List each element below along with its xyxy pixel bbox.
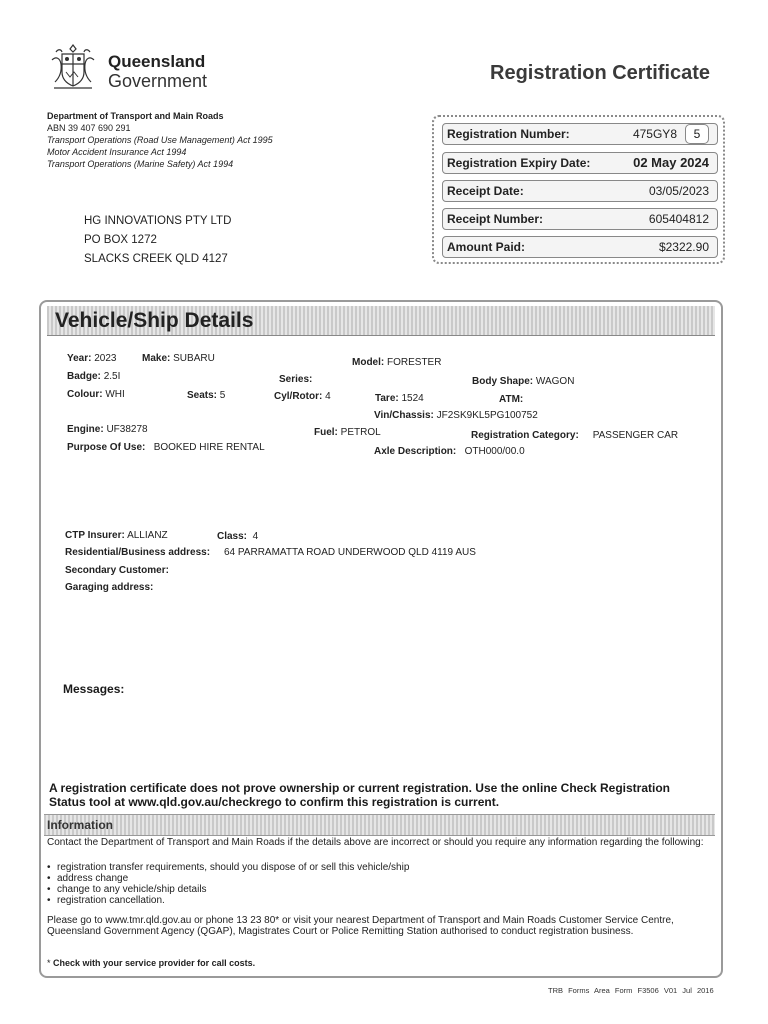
class-label: Class:: [217, 531, 248, 542]
axle-description-value: OTH000/00.0: [464, 446, 525, 457]
year-field: [67, 353, 117, 364]
footnote-text: Check with your service provider for call costs.: [53, 958, 256, 968]
amount-paid-label: Amount Paid:: [447, 240, 525, 254]
colour-value: WHI: [105, 389, 125, 400]
cyl-rotor-value: 4: [325, 391, 331, 402]
contact-information: Please go to www.tmr.qld.gov.au or phone 13 23 80* or visit your nearest Department of Transport and Main Roads Customer Service Centre, Queensland Government Agency (QGAP), Magistrates Court or Police Remitting Station authorised to conduct registration business.: [47, 915, 674, 937]
residential-address-value: 64 PARRAMATTA ROAD UNDERWOOD QLD 4119 AUS: [223, 547, 476, 558]
address-line: HG INNOVATIONS PTY LTD: [84, 215, 232, 227]
document-title: Registration Certificate: [490, 62, 711, 84]
body-shape-value: WAGON: [535, 376, 575, 387]
purpose-of-use-value: BOOKED HIRE RENTAL: [153, 442, 265, 453]
registration-number-label: Registration Number:: [447, 127, 570, 141]
registration-summary-box: [432, 115, 725, 264]
ctp-insurer-field: [65, 530, 168, 541]
make-field: [142, 353, 215, 364]
vehicle-details-title: Vehicle/Ship Details: [55, 309, 254, 332]
department-abn: ABN 39 407 690 291: [47, 123, 131, 133]
cyl-rotor-label: Cyl/Rotor:: [274, 391, 323, 402]
footnote-star: *: [47, 958, 51, 968]
act-line: Motor Accident Insurance Act 1994: [47, 147, 187, 157]
information-intro: Contact the Department of Transport and Main Roads if the details above are incorrect or should you require any information regarding the following:: [47, 837, 704, 848]
badge-value: 2.5I: [103, 371, 121, 382]
expiry-date-row: [442, 152, 718, 174]
list-item: • address change: [47, 873, 409, 884]
tare-label: Tare:: [375, 393, 399, 404]
model-value: FORESTER: [387, 357, 442, 368]
body-shape-label: Body Shape:: [472, 376, 534, 387]
year-label: Year:: [67, 353, 92, 364]
colour-field: [67, 389, 125, 400]
expiry-date-value: 02 May 2024: [633, 155, 709, 170]
receipt-number-row: [442, 208, 718, 230]
receipt-number-value: 605404812: [648, 212, 709, 226]
vin-label: Vin/Chassis:: [374, 410, 434, 421]
axle-description-label: Axle Description:: [374, 446, 457, 457]
seats-value: 5: [219, 390, 226, 401]
form-reference: TRB Forms Area Form F3506 V01 Jul 2016: [548, 986, 714, 995]
fuel-field: [314, 427, 381, 438]
receipt-number-label: Receipt Number:: [447, 212, 544, 226]
ctp-insurer-label: CTP Insurer:: [65, 530, 125, 541]
registration-category-value: PASSENGER CAR: [592, 430, 679, 441]
vehicle-details-header: [47, 306, 715, 336]
act-line: Transport Operations (Marine Safety) Act 1994: [47, 159, 234, 169]
registration-number-row: [442, 123, 718, 145]
purpose-of-use-field: [67, 442, 265, 453]
make-label: Make:: [142, 353, 171, 364]
ctp-insurer-value: ALLIANZ: [127, 530, 168, 541]
receipt-date-row: [442, 180, 718, 202]
atm-label: ATM:: [499, 394, 524, 405]
atm-field: [499, 394, 523, 405]
expiry-date-label: Registration Expiry Date:: [447, 156, 591, 170]
call-cost-footnote: [47, 958, 255, 968]
fuel-label: Fuel:: [314, 427, 338, 438]
registration-number-value: 475GY8: [632, 127, 677, 141]
department-block: [47, 110, 273, 170]
engine-field: [67, 424, 148, 435]
address-line: PO BOX 1272: [84, 234, 157, 246]
model-field: [352, 357, 441, 368]
vin-field: [374, 410, 538, 421]
engine-label: Engine:: [67, 424, 104, 435]
seats-label: Seats:: [187, 390, 218, 401]
tare-value: 1524: [401, 393, 424, 404]
model-label: Model:: [352, 357, 385, 368]
engine-value: UF38278: [106, 424, 148, 435]
seats-field: [187, 390, 225, 401]
garaging-address-field: [65, 582, 153, 593]
class-value: 4: [252, 531, 259, 542]
residential-address-label: Residential/Business address:: [65, 547, 211, 558]
registration-category-label: Registration Category:: [471, 430, 579, 441]
amount-paid-row: [442, 236, 718, 258]
government-name-line1: Queensland: [108, 52, 206, 71]
year-value: 2023: [94, 353, 117, 364]
fuel-value: PETROL: [340, 427, 381, 438]
badge-label: Badge:: [67, 371, 101, 382]
registration-category-field: [471, 430, 678, 441]
secondary-customer-label: Secondary Customer:: [65, 565, 169, 576]
information-list: [47, 862, 409, 906]
address-line: SLACKS CREEK QLD 4127: [84, 253, 228, 265]
series-label: Series:: [279, 374, 313, 385]
secondary-customer-field: [65, 565, 169, 576]
messages-label: Messages:: [63, 682, 125, 696]
vin-value: JF2SK9KL5PG100752: [436, 410, 538, 421]
act-line: Transport Operations (Road Use Management) Act 1995: [47, 135, 273, 145]
list-item: • registration cancellation.: [47, 895, 409, 906]
recipient-address: [84, 212, 231, 269]
residential-address-field: [65, 547, 476, 558]
axle-description-field: [374, 446, 525, 457]
information-header: [44, 814, 715, 836]
colour-label: Colour:: [67, 389, 103, 400]
receipt-date-label: Receipt Date:: [447, 184, 524, 198]
body-shape-field: [472, 376, 574, 387]
tare-field: [375, 393, 424, 404]
make-value: SUBARU: [173, 353, 215, 364]
badge-field: [67, 371, 120, 382]
information-title: Information: [47, 818, 113, 832]
registration-number-suffix: 5: [685, 124, 709, 144]
receipt-date-value: 03/05/2023: [648, 184, 709, 198]
list-item: • change to any vehicle/ship details: [47, 884, 409, 895]
list-item: • registration transfer requirements, should you dispose of or sell this vehicle/ship: [47, 862, 409, 873]
department-name: Department of Transport and Main Roads: [47, 111, 224, 121]
class-field: [217, 531, 258, 542]
queensland-coat-of-arms-icon: [48, 42, 98, 94]
amount-paid-value: $2322.90: [658, 240, 709, 254]
ownership-notice: A registration certificate does not prove ownership or current registration. Use the online Check Registration Status tool at www.qld.gov.au/checkrego to confirm this registration is current.: [49, 781, 671, 809]
purpose-of-use-label: Purpose Of Use:: [67, 442, 146, 453]
garaging-address-label: Garaging address:: [65, 582, 154, 593]
government-name-line2: Government: [108, 71, 208, 91]
series-field: [279, 374, 312, 385]
cyl-rotor-field: [274, 391, 331, 402]
